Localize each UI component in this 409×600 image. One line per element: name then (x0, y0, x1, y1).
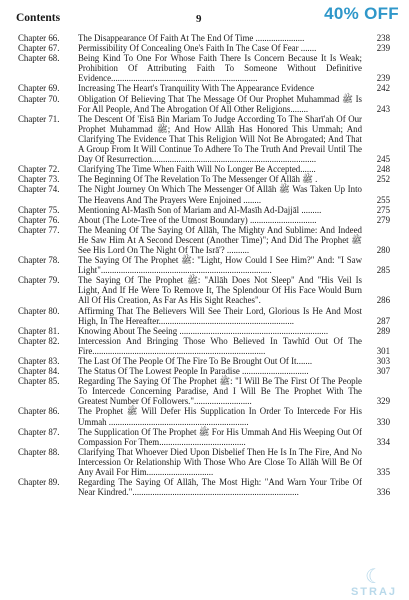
toc-entry (18, 184, 390, 204)
chapter-number: Chapter 68. (18, 53, 60, 64)
chapter-title: Increasing The Heart's Tranquility With The Appearance Evidence (78, 83, 315, 94)
chapter-page: 242 (376, 83, 390, 94)
chapter-number: Chapter 70. (18, 93, 60, 104)
chapter-page: 243 (376, 103, 390, 114)
chapter-page: 245 (376, 154, 390, 165)
toc-entry (18, 447, 390, 477)
chapter-title: About (The Lote-Tree of the Utmost Boundary) .............................. (78, 214, 317, 225)
chapter-page: 329 (376, 396, 390, 407)
toc-entry (18, 336, 390, 356)
chapter-number: Chapter 67. (18, 43, 60, 54)
toc-entry (18, 225, 390, 255)
toc-entry (18, 174, 390, 184)
chapter-title: Permissibility Of Concealing One's Faith In The Case Of Fear ....... (78, 43, 317, 54)
chapter-title: Knowing About The Seeing ................................................................... (78, 325, 329, 336)
chapter-page: 252 (376, 174, 390, 185)
chapter-title: Clarifying That Whoever Died Upon Disbelief Then He Is In The Fire, And No Intercession Or Relationship With Those Who Are Close To Allāh Will Be Of Any Avail For Him.............................. (78, 446, 362, 478)
chapter-number: Chapter 77. (18, 224, 60, 235)
toc-entry (18, 356, 390, 366)
chapter-page: 330 (376, 416, 390, 427)
chapter-title: The Meaning Of The Saying Of Allāh, The Mighty And Sublime: And Indeed He Saw Him At A Second Descent (Another Time)"; And Did The Prophet ﷺ See His Lord On The Night Of The Isrā'? .......... (78, 224, 362, 255)
chapter-title: Mentioning Al-Masīh Son of Mariam and Al-Masīh Ad-Dajjāl ......... (78, 204, 322, 215)
chapter-page: 248 (376, 164, 390, 175)
chapter-number: Chapter 69. (18, 83, 60, 94)
toc-entry (18, 164, 390, 174)
chapter-number: Chapter 88. (18, 446, 60, 457)
chapter-title: Obligation Of Believing That The Message Of Our Prophet Muhammad ﷺ Is For All People, And The Abrogation Of All Other Religions........ (78, 93, 362, 114)
chapter-number: Chapter 74. (18, 184, 60, 195)
toc-entry (18, 255, 390, 275)
toc-entry (18, 376, 390, 406)
chapter-page: 275 (376, 204, 390, 215)
chapter-number: Chapter 80. (18, 305, 60, 316)
chapter-number: Chapter 86. (18, 406, 60, 417)
toc-entry (18, 427, 390, 447)
chapter-number: Chapter 73. (18, 174, 60, 185)
chapter-number: Chapter 78. (18, 255, 60, 266)
toc-entry (18, 53, 390, 83)
toc-entry (18, 83, 390, 93)
toc-entry (18, 215, 390, 225)
chapter-page: 238 (376, 33, 390, 43)
chapter-page: 334 (376, 436, 390, 447)
toc-entry (18, 205, 390, 215)
chapter-page: 285 (376, 265, 390, 276)
chapter-number: Chapter 82. (18, 335, 60, 346)
chapter-title: Clarifying The Time When Faith Will No Longer Be Accepted....... (78, 164, 316, 175)
toc-entry (18, 326, 390, 336)
chapter-title: The Night Journey On Which The Messenger Of Allāh ﷺ Was Taken Up Into The Heavens And The Prayers Were Enjoined ........ (78, 184, 362, 205)
chapter-page: 289 (376, 325, 390, 336)
discount-badge: 40% OFF (324, 4, 399, 23)
toc-entry (18, 275, 390, 305)
chapter-title: The Status Of The Lowest People In Paradise .............................. (78, 366, 309, 377)
toc-entry (18, 94, 390, 114)
chapter-page: 239 (376, 73, 390, 84)
toc-entry (18, 306, 390, 326)
watermark-text: STRAJ (350, 586, 397, 598)
toc-entry (18, 114, 390, 164)
chapter-page: 286 (376, 295, 390, 306)
chapter-title: Affirming That The Believers Will See Their Lord, Glorious Is He And Most High, In The Hereafter............................................................. (78, 305, 362, 326)
chapter-title: The Descent Of 'Eisā Bin Mariam To Judge According To The Sharī'ah Of Our Prophet Muhammad ﷺ; And How Allāh Has Honored This Ummah; And Clarifying The Evidence That This Religion Will Not Be Abrogated; And That A Group From It Will Continue To Adhere To The Truth And Prevail Until The Day Of Resurrection.......................................................................... (78, 113, 363, 165)
page-number: 9 (196, 13, 202, 25)
chapter-page: 279 (376, 214, 390, 225)
crescent-logo-icon: ☾ (365, 566, 383, 588)
chapter-number: Chapter 83. (18, 356, 60, 366)
chapter-page: 301 (376, 345, 390, 356)
chapter-page: 255 (376, 194, 390, 205)
chapter-number: Chapter 81. (18, 325, 60, 336)
chapter-page: 335 (376, 467, 390, 478)
table-of-contents (18, 33, 390, 497)
chapter-number: Chapter 75. (18, 204, 60, 215)
chapter-number: Chapter 85. (18, 376, 60, 387)
chapter-page: 239 (376, 43, 390, 54)
chapter-page: 287 (376, 315, 390, 326)
page-title: Contents (16, 12, 61, 24)
chapter-title: Intercession And Bringing Those Who Believed In Tawhīd Out Of The Fire.............................................................................. (78, 335, 362, 356)
chapter-title: Regarding The Saying Of The Prophet ﷺ: "I Will Be The First Of The People To Intercede Concerning Paradise, And I Will Be The Prophet With The Greatest Number Of Followers.".......................... (78, 376, 363, 407)
chapter-page: 336 (376, 487, 390, 498)
chapter-page: 303 (376, 356, 390, 366)
chapter-number: Chapter 89. (18, 477, 60, 488)
chapter-number: Chapter 79. (18, 275, 60, 286)
chapter-title: The Saying Of The Prophet ﷺ: "Light, How Could I See Him?" And: "I Saw Light"............................................................................. (78, 255, 362, 276)
toc-entry (18, 406, 390, 426)
chapter-title: The Supplication Of The Prophet ﷺ For His Ummah And His Weeping Out Of Compassion For Them....................................... (78, 426, 362, 447)
chapter-title: The Disappearance Of Faith At The End Of Time ...................... (78, 33, 305, 43)
chapter-number: Chapter 66. (18, 33, 60, 43)
toc-entry (18, 477, 390, 497)
chapter-page: 280 (376, 244, 390, 255)
chapter-title: The Beginning Of The Revelation To The Messenger Of Allāh ﷺ . (78, 174, 318, 185)
chapter-title: The Last Of The People Of The Fire To Be Brought Out Of It....... (78, 356, 313, 366)
toc-entry (18, 33, 390, 43)
chapter-page: 307 (376, 366, 390, 377)
watermark (351, 568, 397, 598)
chapter-title: Being Kind To One For Whose Faith There Is Concern Because It Is Weak; Prohibition Of Attributing Faith To Someone Without Definitive Evidence.................................................................. (78, 53, 362, 84)
chapter-number: Chapter 71. (18, 113, 60, 124)
chapter-number: Chapter 84. (18, 366, 60, 377)
chapter-title: Regarding The Saying Of Allāh, The Most High: "And Warn Your Tribe Of Near Kindred."........................................................................... (78, 477, 362, 498)
toc-entry (18, 43, 390, 53)
chapter-title: The Prophet ﷺ Will Defer His Supplication In Order To Intercede For His Ummah ............................................................... (78, 406, 362, 427)
chapter-number: Chapter 72. (18, 164, 60, 175)
chapter-number: Chapter 76. (18, 214, 60, 225)
chapter-number: Chapter 87. (18, 426, 60, 437)
toc-entry (18, 366, 390, 376)
chapter-title: The Saying Of The Prophet ﷺ: "Allāh Does Not Sleep" And "His Veil Is Light, And If He Were To Remove It, The Splendour Of His Face Would Burn All Of His Creation, As Far As His Sight Reaches". (78, 275, 362, 306)
page-header (0, 0, 409, 32)
